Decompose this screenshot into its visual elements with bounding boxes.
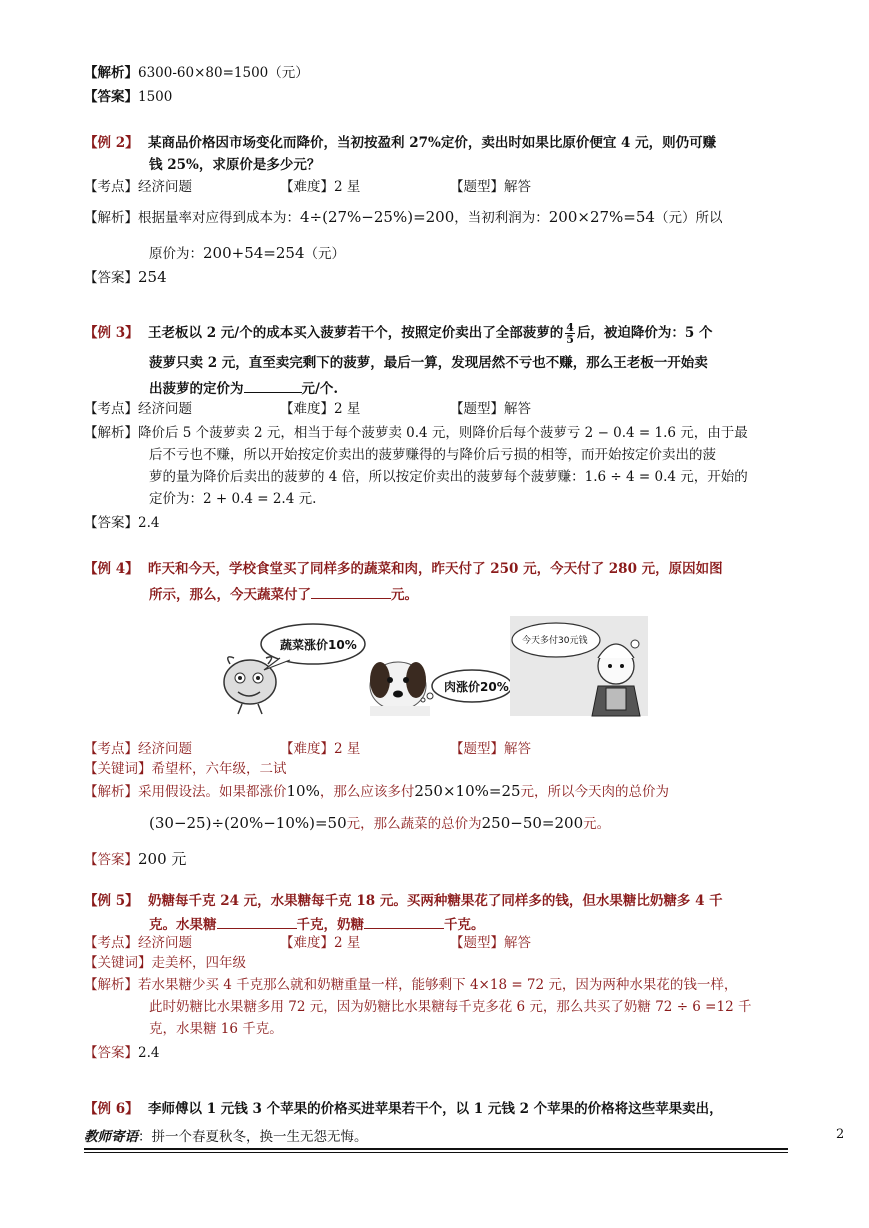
example-3-q1b: 后，被迫降价为：5 个 [576,325,713,341]
example-3-analysis-line-4 [149,490,316,508]
type-value: 解答 [504,935,531,951]
formula: 10% [286,782,320,800]
footer-rule-thin [84,1152,788,1153]
price-illustration [220,614,650,718]
answer-label: 【答案】 [84,1045,138,1061]
example-6-question-line-1 [84,1100,723,1118]
example-2-q1: 某商品价格因市场变化而降价，当初按盈利 27%定价，卖出时如果比原价便宜 4 元，则仍可赚 [148,135,717,151]
example-4-q2a: 所示，那么，今天蔬菜付了 [149,587,311,603]
difficulty-label: 【难度】 [280,401,334,417]
analysis-text: 后不亏也不赚，所以开始按定价卖出的菠萝赚得的与降价后亏损的相等，而开始按定价卖出的菠 [149,447,716,463]
topic-label: 【考点】 [84,401,138,417]
keywords-label: 【关键词】 [84,761,152,777]
example-5-tag: 【例 5】 [84,893,139,909]
example-5-analysis-line-1 [84,976,737,994]
example-2-question-line-2 [149,156,320,174]
type-value: 解答 [504,179,531,195]
topic-value: 经济问题 [138,179,192,195]
example-5-meta [84,934,531,952]
analysis-text: 元，所以今天肉的总价为 [520,784,670,800]
type-label: 【题型】 [450,741,504,757]
analysis-text: 此时奶糖比水果糖多用 72 元，因为奶糖比水果糖每千克多花 6 元，那么共买了奶糖 72 ÷ 6 =12 千 [149,999,752,1015]
formula: 250−50=200 [481,814,584,832]
topic-label: 【考点】 [84,741,138,757]
dog-icon [370,662,430,716]
topic-value: 经济问题 [138,741,192,757]
example-4-meta [84,740,531,758]
example-5-answer [84,1044,159,1062]
answer-label: 【答案】 [84,89,138,105]
footer-text: ：拼一个春夏秋冬，换一生无怨无悔。 [138,1129,368,1145]
example-4-question-line-2 [149,584,418,604]
analysis-label: 【解析】 [84,210,138,226]
type-label: 【题型】 [450,401,504,417]
fraction-numerator: 4 [566,321,574,334]
difficulty-value: 2 星 [334,179,361,195]
example-5-question-line-1 [84,892,723,910]
example-2-meta [84,178,531,196]
difficulty-value: 2 星 [334,935,361,951]
analysis-text: 若水果糖少买 4 千克那么就和奶糖重量一样，能够剩下 4×18 = 72 元，因为两种水果花的钱一样， [138,977,738,993]
answer-blank [311,584,391,599]
example-3-q2: 菠萝只卖 2 元，直至卖完剩下的菠萝，最后一算，发现居然不亏也不赚，那么王老板一开始卖 [149,355,708,371]
example-3-answer [84,514,159,532]
example-3-q3a: 出菠萝的定价为 [149,381,244,397]
example-4-tag: 【例 4】 [84,561,139,577]
example-6-tag: 【例 6】 [84,1101,139,1117]
example-2-analysis-line-2 [149,244,345,263]
formula: 250×10%=25 [414,782,521,800]
example-4-answer [84,850,186,869]
example-4-keywords [84,760,287,778]
keywords-label: 【关键词】 [84,955,152,971]
difficulty-label: 【难度】 [280,741,334,757]
example-2-answer [84,268,167,287]
footer-label: 教师寄语 [84,1129,138,1145]
answer-label: 【答案】 [84,515,138,531]
difficulty-value: 2 星 [334,401,361,417]
vegetable-character-icon [224,657,276,714]
example-3-question-line-3 [149,378,338,398]
answer-blank [244,378,302,393]
example-2-question-line-1 [84,134,716,152]
analysis-text: （元）所以 [654,210,723,226]
formula: (30−25)÷(20%−10%)=50 [149,814,347,832]
answer-line [84,88,172,106]
example-5-q2a: 克。水果糖 [149,917,217,933]
difficulty-label: 【难度】 [280,935,334,951]
analysis-text: 6300-60×80=1500（元） [138,65,309,81]
answer-value: 200 元 [138,850,187,868]
analysis-text: 萝的量为降价后卖出的菠萝的 4 倍，所以按定价卖出的菠萝每个菠萝赚：1.6 ÷ 4 = 0.4 元，开始的 [149,469,748,485]
topic-label: 【考点】 [84,935,138,951]
example-3-meta [84,400,531,418]
example-4-q1: 昨天和今天，学校食堂买了同样多的蔬菜和肉，昨天付了 250 元，今天付了 280 元，原因如图 [148,561,723,577]
bubble-1-text: 蔬菜涨价10% [280,638,357,652]
difficulty-value: 2 星 [334,741,361,757]
example-5-q1: 奶糖每千克 24 元，水果糖每千克 18 元。买两种糖果花了同样多的钱，但水果糖比奶糖多 4 千 [148,893,723,909]
topic-value: 经济问题 [138,401,192,417]
answer-label: 【答案】 [84,852,138,868]
analysis-text: 原价为： [149,246,203,262]
analysis-label: 【解析】 [84,977,138,993]
type-label: 【题型】 [450,179,504,195]
example-5-question-line-2 [149,914,485,934]
example-3-q3b: 元/个. [301,381,339,397]
fraction [565,322,575,345]
example-2-analysis-line-1 [84,208,722,227]
analysis-text: 降价后 5 个菠萝卖 2 元，相当于每个菠萝卖 0.4 元，则降价后每个菠萝亏 2 − 0.4 = 1.6 元，由于最 [138,425,748,441]
analysis-label: 【解析】 [84,784,138,800]
analysis-text: ，那么应该多付 [319,784,415,800]
example-3-tag: 【例 3】 [84,325,139,341]
answer-value: 2.4 [138,515,160,531]
type-label: 【题型】 [450,935,504,951]
bubble-2-text: 肉涨价20% [444,680,509,694]
analysis-text: 采用假设法。如果都涨价 [138,784,287,800]
example-5-analysis-line-3 [149,1020,283,1038]
example-5-q2b: 千克，奶糖 [296,917,364,933]
page-number: 2 [836,1127,845,1142]
answer-text: 1500 [138,89,173,105]
fraction-denominator: 5 [566,333,574,346]
analysis-text: 元，那么蔬菜的总价为 [346,816,482,832]
type-value: 解答 [504,741,531,757]
example-3-analysis-line-2 [149,446,716,464]
analysis-label: 【解析】 [84,65,138,81]
analysis-label: 【解析】 [84,425,138,441]
formula: 200×27%=54 [548,208,655,226]
solution-line [84,64,309,82]
example-4-question-line-1 [84,560,723,578]
example-4-analysis-line-2 [149,814,610,833]
analysis-text: 定价为：2 + 0.4 = 2.4 元. [149,491,317,507]
example-4-analysis-line-1 [84,782,669,801]
answer-label: 【答案】 [84,270,138,286]
analysis-text: 根据量率对应得到成本为： [138,210,300,226]
answer-value: 2.4 [138,1045,160,1061]
analysis-text: 元。 [583,816,611,832]
topic-label: 【考点】 [84,179,138,195]
formula: 4÷(27%−25%)=200 [300,208,455,226]
keywords-value: 希望杯，六年级，二试 [151,761,287,777]
difficulty-label: 【难度】 [280,179,334,195]
footer [84,1128,368,1146]
example-4-q2b: 元。 [391,587,418,603]
example-5-keywords [84,954,246,972]
example-3-analysis-line-1 [84,424,748,442]
example-3-question-line-2 [149,354,708,372]
answer-blank [217,914,297,929]
example-3-q1a: 王老板以 2 元/个的成本买入菠萝若干个，按照定价卖出了全部菠萝的 [148,325,564,341]
example-3-question-line-1 [84,322,712,345]
keywords-value: 走美杯，四年级 [151,955,246,971]
analysis-text: 克，水果糖 16 千克。 [149,1021,283,1037]
footer-rule-thick [84,1148,788,1150]
answer-blank [364,914,444,929]
example-5-q2c: 千克。 [444,917,485,933]
example-3-analysis-line-3 [149,468,748,486]
example-2-q2: 钱 25%，求原价是多少元？ [149,157,321,173]
type-value: 解答 [504,401,531,417]
analysis-text: （元） [304,246,345,262]
answer-value: 254 [138,268,167,286]
analysis-text: ，当初利润为： [454,210,549,226]
bubble-3-text: 今天多付30元钱 [522,636,588,646]
topic-value: 经济问题 [138,935,192,951]
formula: 200+54=254 [203,244,305,262]
example-6-q1: 李师傅以 1 元钱 3 个苹果的价格买进苹果若干个，以 1 元钱 2 个苹果的价格将这些苹果卖出， [148,1101,723,1117]
example-2-tag: 【例 2】 [84,135,139,151]
illustration-graphic [220,614,650,718]
example-5-analysis-line-2 [149,998,751,1016]
